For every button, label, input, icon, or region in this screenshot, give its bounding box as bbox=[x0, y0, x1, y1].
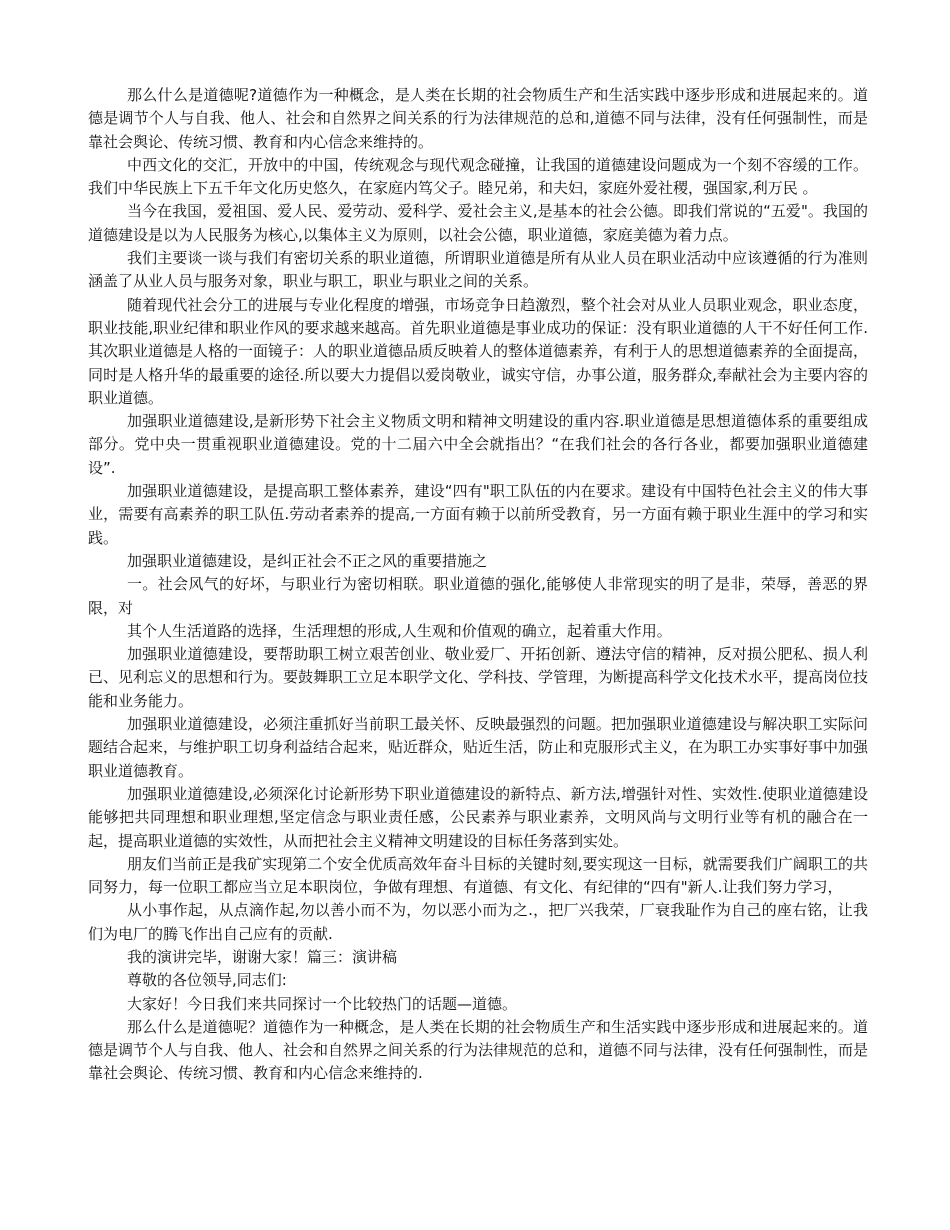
paragraph: 中西文化的交汇，开放中的中国，传统观念与现代观念碰撞，让我国的道德建设问题成为一个刻不容缓的工作。我们中华民族上下五千年文化历史悠久，在家庭内笃父子。睦兄弟，和夫妇，家庭外爱社稷，强国家,利万民 。 bbox=[88, 155, 868, 198]
paragraph: 随着现代社会分工的进展与专业化程度的增强，市场竞争日趋激烈，整个社会对从业人员职业观念，职业态度，职业技能,职业纪律和职业作风的要求越来越高。首先职业道德是事业成功的保证：没有职业道德的人干不好任何工作.其次职业道德是人格的一面镜子：人的职业道德品质反映着人的整体道德素养，有利于人的思想道德素养的全面提高，同时是人格升华的最重要的途径.所以要大力提倡以爱岗敬业，诚实守信，办事公道，服务群众,奉献社会为主要内容的职业道德。 bbox=[88, 295, 869, 407]
paragraph: 当今在我国，爱祖国、爱人民、爱劳动、爱科学、爱社会主义,是基本的社会公德。即我们常说的“五爱"。我国的道德建设是以为人民服务为核心,以集体主义为原则，以社会公德，职业道德，家庭美德为着力点。 bbox=[88, 202, 868, 244]
paragraph: 尊敬的各位领导,同志们: bbox=[127, 971, 287, 990]
document-body bbox=[88, 84, 868, 1086]
paragraph: 那么什么是道德呢?道德作为一种概念，是人类在长期的社会物质生产和生活实践中逐步形成和进展起来的。道德是调节个人与自我、他人、社会和自然界之间关系的行为法律规范的总和,道德不同与法律，没有任何强制性，而是靠社会舆论、传统习惯、教育和内心信念来维持的。 bbox=[88, 86, 868, 151]
paragraph: 那么什么是道德呢？道德作为一种概念，是人类在长期的社会物质生产和生活实践中逐步形成和进展起来的。道德是调节个人与自我、他人、社会和自然界之间关系的行为法律规范的总和，道德不同与法律，没有任何强制性，而是靠社会舆论、传统习惯、教育和内心信念来维持的. bbox=[88, 1017, 869, 1083]
paragraph: 我的演讲完毕，谢谢大家！篇三：演讲稿 bbox=[127, 947, 398, 966]
paragraph: 加强职业道德建设,是新形势下社会主义物质文明和精神文明建设的重内容.职业道德是思想道德体系的重要组成部分。党中央一贯重视职业道德建设。党的十二届六中全会就指出？“在我们社会的各行各业，都要加强职业道德建设”. bbox=[88, 412, 868, 477]
paragraph: 从小事作起，从点滴作起,勿以善小而不为，勿以恶小而为之.，把厂兴我荣，厂衰我耻作为自己的座右铭，让我们为电厂的腾飞作出自己应有的贡献. bbox=[88, 901, 868, 943]
paragraph: 加强职业道德建设，要帮助职工树立艰苦创业、敬业爱厂、开拓创新、遵法守信的精神，反对损公肥私、损人利已、见利忘义的思想和行为。要鼓舞职工立足本职学文化、学科技、学管理，为断提高科学文化技术水平，提高岗位技能和业务能力。 bbox=[88, 645, 869, 710]
paragraph: 一。社会风气的好坏，与职业行为密切相联。职业道德的强化,能够使人非常现实的明了是非，荣辱，善恶的界限，对 bbox=[88, 575, 868, 617]
paragraph: 加强职业道德建设，必须注重抓好当前职工最关怀、反映最强烈的问题。把加强职业道德建设与解决职工实际问题结合起来，与维护职工切身利益结合起来，贴近群众，贴近生活，防止和克服形式主义，在为职工办实事好事中加强职业道德教育。 bbox=[88, 715, 869, 780]
paragraph: 朋友们当前正是我矿实现第二个安全优质高效年奋斗目标的关键时刻,要实现这一目标，就需要我们广阔职工的共同努力，每一位职工都应当立足本职岗位，争做有理想、有道德、有文化、有纪律的“四有"新人.让我们努力学习， bbox=[88, 854, 868, 897]
paragraph: 我们主要谈一谈与我们有密切关系的职业道德，所谓职业道德是所有从业人员在职业活动中应该遵循的行为准则涵盖了从业人员与服务对象，职业与职工，职业与职业之间的关系。 bbox=[88, 249, 868, 291]
paragraph: 其个人生活道路的选择，生活理想的形成,人生观和价值观的确立，起着重大作用。 bbox=[127, 621, 672, 640]
paragraph: 加强职业道德建设,必须深化讨论新形势下职业道德建设的新特点、新方法,增强针对性、实效性.使职业道德建设能够把共同理想和职业理想,坚定信念与职业责任感，公民素养与职业素养，文明风尚与文明行业等有机的融合在一起，提高职业道德的实效性，从而把社会主义精神文明建设的目标任务落到实处。 bbox=[88, 784, 868, 850]
paragraph: 加强职业道德建设，是提高职工整体素养，建设“四有"职工队伍的内在要求。建设有中国特色社会主义的伟大事业，需要有高素养的职工队伍.劳动者素养的提高,一方面有赖于以前所受教育，另一方面有赖于职业生涯中的学习和实践。 bbox=[88, 482, 868, 547]
paragraph: 加强职业道德建设，是纠正社会不正之风的重要措施之 bbox=[127, 551, 488, 570]
paragraph: 大家好！今日我们来共同探讨一个比较热门的话题—道德。 bbox=[127, 994, 518, 1013]
